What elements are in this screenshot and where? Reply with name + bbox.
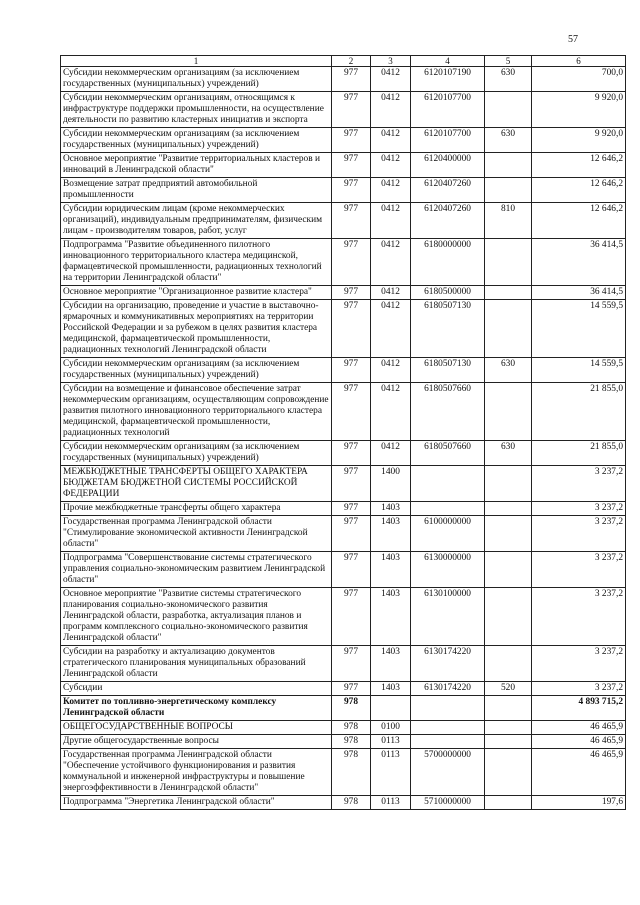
table-row <box>61 153 626 178</box>
table-row <box>61 516 626 552</box>
row-name-cell: Субсидии некоммерческим организациям (за исключением государственных (муниципальных) учреждений) <box>61 441 332 466</box>
row-target-article-cell <box>411 721 485 735</box>
row-ministry-code-cell: 978 <box>332 721 371 735</box>
row-ministry-code-cell: 978 <box>332 735 371 749</box>
row-expense-type-cell <box>485 300 532 358</box>
column-header: 5 <box>485 56 532 67</box>
row-ministry-code-cell: 977 <box>332 239 371 286</box>
row-expense-type-cell <box>485 721 532 735</box>
row-ministry-code-cell: 978 <box>332 796 371 810</box>
row-expense-type-cell <box>485 516 532 552</box>
row-section-code-cell: 0412 <box>371 67 411 92</box>
row-name-cell: Возмещение затрат предприятий автомобильной промышленности <box>61 178 332 203</box>
row-expense-type-cell: 810 <box>485 203 532 239</box>
row-amount-cell: 3 237,2 <box>532 552 626 588</box>
table-row <box>61 735 626 749</box>
row-expense-type-cell <box>485 588 532 646</box>
row-target-article-cell: 5710000000 <box>411 796 485 810</box>
row-expense-type-cell <box>485 552 532 588</box>
page-number: 57 <box>568 34 578 45</box>
row-section-code-cell: 1403 <box>371 502 411 516</box>
table-row <box>61 358 626 383</box>
row-section-code-cell: 0412 <box>371 383 411 441</box>
row-name-cell: Субсидии на возмещение и финансовое обеспечение затрат некоммерческим организациям, осуществляющим сопровождение развития пилотного инновационного территориального кластера медицинской, фармацевтической промышленности, радиационных технологий <box>61 383 332 441</box>
row-section-code-cell: 0412 <box>371 153 411 178</box>
column-header: 6 <box>532 56 626 67</box>
table-row <box>61 441 626 466</box>
row-amount-cell: 9 920,0 <box>532 128 626 153</box>
row-section-code-cell: 0412 <box>371 286 411 300</box>
row-target-article-cell: 6130000000 <box>411 552 485 588</box>
row-name-cell: Субсидии на разработку и актуализацию документов стратегического планирования муниципальных образований Ленинградской области <box>61 646 332 682</box>
row-section-code-cell: 0412 <box>371 300 411 358</box>
row-ministry-code-cell: 977 <box>332 92 371 128</box>
row-amount-cell: 3 237,2 <box>532 466 626 502</box>
row-section-code-cell: 1403 <box>371 516 411 552</box>
row-amount-cell: 46 465,9 <box>532 735 626 749</box>
row-amount-cell: 36 414,5 <box>532 239 626 286</box>
table-row <box>61 67 626 92</box>
row-expense-type-cell <box>485 749 532 796</box>
budget-table <box>60 55 626 810</box>
row-name-cell: Подпрограмма "Энергетика Ленинградской области" <box>61 796 332 810</box>
column-header: 2 <box>332 56 371 67</box>
row-target-article-cell: 6100000000 <box>411 516 485 552</box>
row-ministry-code-cell: 977 <box>332 516 371 552</box>
row-section-code-cell: 0412 <box>371 358 411 383</box>
table-row <box>61 696 626 721</box>
row-section-code-cell: 1403 <box>371 646 411 682</box>
row-target-article-cell: 6180507660 <box>411 441 485 466</box>
row-section-code-cell: 0113 <box>371 796 411 810</box>
row-name-cell: МЕЖБЮДЖЕТНЫЕ ТРАНСФЕРТЫ ОБЩЕГО ХАРАКТЕРА БЮДЖЕТАМ БЮДЖЕТНОЙ СИСТЕМЫ РОССИЙСКОЙ ФЕДЕРАЦИИ <box>61 466 332 502</box>
row-amount-cell: 3 237,2 <box>532 646 626 682</box>
table-row <box>61 203 626 239</box>
row-ministry-code-cell: 977 <box>332 441 371 466</box>
row-expense-type-cell <box>485 502 532 516</box>
table-row <box>61 502 626 516</box>
row-expense-type-cell <box>485 466 532 502</box>
table-row <box>61 466 626 502</box>
table-row <box>61 286 626 300</box>
row-name-cell: Другие общегосударственные вопросы <box>61 735 332 749</box>
row-amount-cell: 12 646,2 <box>532 153 626 178</box>
column-header: 4 <box>411 56 485 67</box>
row-section-code-cell: 1403 <box>371 588 411 646</box>
row-amount-cell: 21 855,0 <box>532 441 626 466</box>
row-target-article-cell: 6180507130 <box>411 300 485 358</box>
row-target-article-cell: 6120407260 <box>411 203 485 239</box>
row-ministry-code-cell: 977 <box>332 178 371 203</box>
row-target-article-cell: 6180500000 <box>411 286 485 300</box>
row-expense-type-cell <box>485 383 532 441</box>
row-amount-cell: 14 559,5 <box>532 358 626 383</box>
row-target-article-cell: 5700000000 <box>411 749 485 796</box>
row-target-article-cell: 6130174220 <box>411 646 485 682</box>
row-expense-type-cell <box>485 735 532 749</box>
row-ministry-code-cell: 977 <box>332 383 371 441</box>
row-amount-cell: 12 646,2 <box>532 178 626 203</box>
table-row <box>61 383 626 441</box>
row-ministry-code-cell: 977 <box>332 588 371 646</box>
row-amount-cell: 46 465,9 <box>532 749 626 796</box>
row-ministry-code-cell: 977 <box>332 358 371 383</box>
row-target-article-cell: 6180000000 <box>411 239 485 286</box>
row-target-article-cell: 6120400000 <box>411 153 485 178</box>
row-name-cell: Субсидии юридическим лицам (кроме некоммерческих организаций), индивидуальным предпринимателям, физическим лицам - производителям товаров, работ, услуг <box>61 203 332 239</box>
row-amount-cell: 197,6 <box>532 796 626 810</box>
row-amount-cell: 46 465,9 <box>532 721 626 735</box>
row-name-cell: Субсидии некоммерческим организациям, относящимся к инфраструктуре поддержки промышленности, на осуществление деятельности по развитию кластерных инициатив и экспорта <box>61 92 332 128</box>
row-expense-type-cell <box>485 646 532 682</box>
row-target-article-cell: 6180507660 <box>411 383 485 441</box>
row-ministry-code-cell: 977 <box>332 286 371 300</box>
row-ministry-code-cell: 977 <box>332 466 371 502</box>
row-expense-type-cell <box>485 178 532 203</box>
row-section-code-cell: 0412 <box>371 128 411 153</box>
row-expense-type-cell <box>485 796 532 810</box>
table-row <box>61 92 626 128</box>
row-name-cell: Государственная программа Ленинградской области "Стимулирование экономической активности Ленинградской области" <box>61 516 332 552</box>
row-amount-cell: 14 559,5 <box>532 300 626 358</box>
row-expense-type-cell <box>485 696 532 721</box>
row-target-article-cell: 6120107700 <box>411 92 485 128</box>
row-ministry-code-cell: 977 <box>332 67 371 92</box>
row-amount-cell: 36 414,5 <box>532 286 626 300</box>
row-amount-cell: 9 920,0 <box>532 92 626 128</box>
row-section-code-cell: 0113 <box>371 749 411 796</box>
row-name-cell: ОБЩЕГОСУДАРСТВЕННЫЕ ВОПРОСЫ <box>61 721 332 735</box>
row-name-cell: Прочие межбюджетные трансферты общего характера <box>61 502 332 516</box>
row-target-article-cell: 6130100000 <box>411 588 485 646</box>
row-expense-type-cell: 520 <box>485 682 532 696</box>
table-row <box>61 646 626 682</box>
row-target-article-cell: 6120107700 <box>411 128 485 153</box>
row-ministry-code-cell: 977 <box>332 203 371 239</box>
table-row <box>61 128 626 153</box>
table-row <box>61 552 626 588</box>
table-row <box>61 239 626 286</box>
row-name-cell: Комитет по топливно-энергетическому комплексу Ленинградской области <box>61 696 332 721</box>
row-name-cell: Подпрограмма "Совершенствование системы стратегического управления социально-экономическим развитием Ленинградской области" <box>61 552 332 588</box>
row-name-cell: Субсидии <box>61 682 332 696</box>
row-name-cell: Основное мероприятие "Организационное развитие кластера" <box>61 286 332 300</box>
row-ministry-code-cell: 978 <box>332 696 371 721</box>
row-ministry-code-cell: 977 <box>332 153 371 178</box>
row-section-code-cell: 0113 <box>371 735 411 749</box>
table-header-row <box>61 56 626 67</box>
row-ministry-code-cell: 977 <box>332 502 371 516</box>
table-row <box>61 682 626 696</box>
row-expense-type-cell <box>485 286 532 300</box>
row-ministry-code-cell: 977 <box>332 646 371 682</box>
row-name-cell: Субсидии некоммерческим организациям (за исключением государственных (муниципальных) учреждений) <box>61 358 332 383</box>
row-target-article-cell: 6130174220 <box>411 682 485 696</box>
row-target-article-cell: 6120107190 <box>411 67 485 92</box>
row-name-cell: Субсидии некоммерческим организациям (за исключением государственных (муниципальных) учреждений) <box>61 128 332 153</box>
row-target-article-cell: 6120407260 <box>411 178 485 203</box>
row-expense-type-cell <box>485 153 532 178</box>
row-ministry-code-cell: 977 <box>332 128 371 153</box>
row-section-code-cell: 0100 <box>371 721 411 735</box>
row-amount-cell: 21 855,0 <box>532 383 626 441</box>
table-row <box>61 749 626 796</box>
row-target-article-cell <box>411 502 485 516</box>
row-amount-cell: 3 237,2 <box>532 588 626 646</box>
row-target-article-cell: 6180507130 <box>411 358 485 383</box>
row-name-cell: Основное мероприятие "Развитие территориальных кластеров и инноваций в Ленинградской области" <box>61 153 332 178</box>
row-name-cell: Субсидии на организацию, проведение и участие в выставочно-ярмарочных и коммуникативных мероприятиях на территории Российской Федерации и за рубежом в целях развития кластера медицинской, фармацевтической промышленности, радиационных технологий Ленинградской области <box>61 300 332 358</box>
row-section-code-cell: 1403 <box>371 552 411 588</box>
row-amount-cell: 3 237,2 <box>532 516 626 552</box>
row-expense-type-cell <box>485 239 532 286</box>
table-row <box>61 796 626 810</box>
row-expense-type-cell: 630 <box>485 358 532 383</box>
row-amount-cell: 700,0 <box>532 67 626 92</box>
row-amount-cell: 3 237,2 <box>532 682 626 696</box>
row-target-article-cell <box>411 466 485 502</box>
row-expense-type-cell <box>485 92 532 128</box>
row-name-cell: Государственная программа Ленинградской области "Обеспечение устойчивого функционирования и развития коммунальной и инженерной инфраструктуры и повышение энергоэффективности в Ленинградской области" <box>61 749 332 796</box>
row-ministry-code-cell: 977 <box>332 682 371 696</box>
row-expense-type-cell: 630 <box>485 128 532 153</box>
row-ministry-code-cell: 978 <box>332 749 371 796</box>
row-section-code-cell: 1400 <box>371 466 411 502</box>
row-section-code-cell: 0412 <box>371 178 411 203</box>
row-name-cell: Подпрограмма "Развитие объединенного пилотного инновационного территориального кластера медицинской, фармацевтической промышленности, радиационных технологий на территории Ленинградской области" <box>61 239 332 286</box>
row-name-cell: Субсидии некоммерческим организациям (за исключением государственных (муниципальных) учреждений) <box>61 67 332 92</box>
column-header: 1 <box>61 56 332 67</box>
row-target-article-cell <box>411 735 485 749</box>
row-ministry-code-cell: 977 <box>332 552 371 588</box>
row-amount-cell: 3 237,2 <box>532 502 626 516</box>
row-amount-cell: 12 646,2 <box>532 203 626 239</box>
row-section-code-cell: 0412 <box>371 203 411 239</box>
table-row <box>61 300 626 358</box>
row-target-article-cell <box>411 696 485 721</box>
column-header: 3 <box>371 56 411 67</box>
row-expense-type-cell: 630 <box>485 67 532 92</box>
row-section-code-cell: 0412 <box>371 441 411 466</box>
table-row <box>61 588 626 646</box>
table-row <box>61 178 626 203</box>
row-expense-type-cell: 630 <box>485 441 532 466</box>
row-ministry-code-cell: 977 <box>332 300 371 358</box>
row-amount-cell: 4 893 715,2 <box>532 696 626 721</box>
table-row <box>61 721 626 735</box>
row-section-code-cell: 0412 <box>371 239 411 286</box>
row-section-code-cell <box>371 696 411 721</box>
row-section-code-cell: 0412 <box>371 92 411 128</box>
row-section-code-cell: 1403 <box>371 682 411 696</box>
row-name-cell: Основное мероприятие "Развитие системы стратегического планирования социально-экономического развития Ленинградской области, разработка, актуализация планов и программ комплексного социально-экономического развития Ленинградской области" <box>61 588 332 646</box>
